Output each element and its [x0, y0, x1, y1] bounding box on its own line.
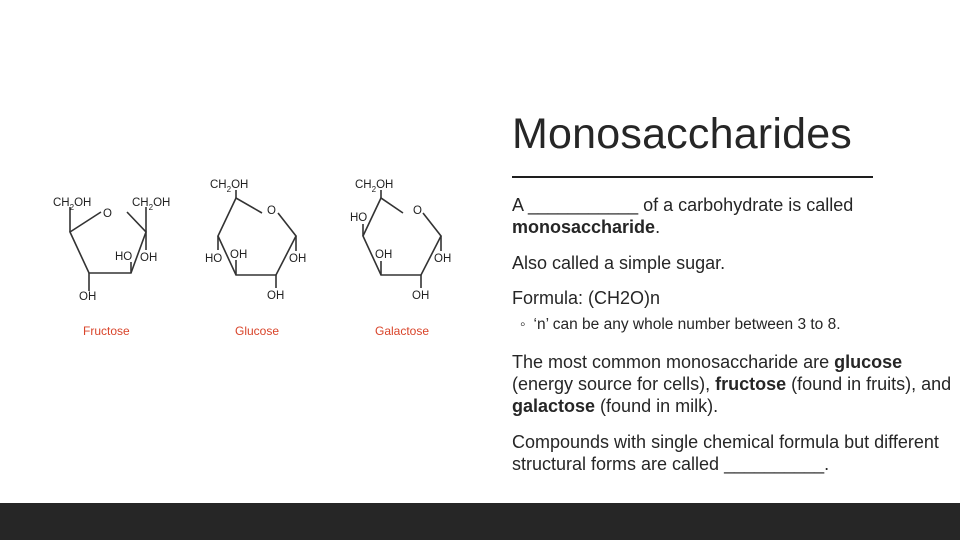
fructose-ch2oh-right: $CH_2OH$ — [132, 197, 171, 212]
fructose-ring — [70, 212, 146, 273]
title-underline — [512, 176, 873, 178]
atom-labels — [53, 179, 451, 303]
common-sugars-paragraph: The most common monosaccharide are glucose (energy source for cells), fructose (found in fruits), and galactose (found in milk). — [512, 352, 952, 416]
fructose-ch2oh-left: $CH_2OH$ — [53, 197, 92, 212]
slide-title: Monosaccharides — [512, 110, 853, 158]
glucose-ring-oxygen: O — [267, 205, 276, 217]
fructose-oh-right: OH — [140, 252, 158, 264]
glucose-oh-bottom: OH — [267, 290, 285, 302]
galactose-ring — [363, 198, 441, 275]
galactose-ch2oh: $CH_2OH$ — [355, 179, 394, 194]
simple-sugar-paragraph: Also called a simple sugar. — [512, 253, 726, 273]
fructose-ring-oxygen: O — [103, 208, 112, 220]
glucose-ch2oh: $CH_2OH$ — [210, 179, 249, 194]
sugar-names — [83, 324, 429, 338]
fructose-ho: HO — [115, 251, 133, 263]
galactose-oh-inner: OH — [375, 249, 393, 261]
definition-paragraph: A ___________ of a carbohydrate is called monosaccharide. — [512, 195, 854, 237]
footer-bar — [0, 503, 960, 540]
glucose-oh-right: OH — [289, 253, 307, 265]
galactose-ho: HO — [350, 212, 368, 224]
monosaccharide-structures-figure — [0, 0, 480, 360]
glucose-ring — [218, 198, 296, 275]
glucose-ho-left: HO — [205, 253, 223, 265]
formula-sub-bullet: ◦ ‘n’ can be any whole number between 3 to 8. — [520, 316, 841, 333]
ring-bonds — [70, 190, 441, 291]
galactose-ring-oxygen: O — [413, 205, 422, 217]
fructose-label: Fructose — [83, 324, 130, 338]
formula-paragraph: Formula: (CH2O)n — [512, 288, 661, 308]
glucose-oh-inner: OH — [230, 249, 248, 261]
fructose-oh-bottom: OH — [79, 291, 97, 303]
galactose-label: Galactose — [375, 324, 430, 338]
slide-body — [512, 194, 952, 475]
galactose-oh-right: OH — [434, 253, 452, 265]
sub-bullet-marker: ◦ — [520, 316, 526, 333]
glucose-label: Glucose — [235, 324, 280, 338]
isomers-paragraph: Compounds with single chemical formula but different structural forms are called __________. — [512, 432, 939, 474]
galactose-oh-bottom: OH — [412, 290, 430, 302]
